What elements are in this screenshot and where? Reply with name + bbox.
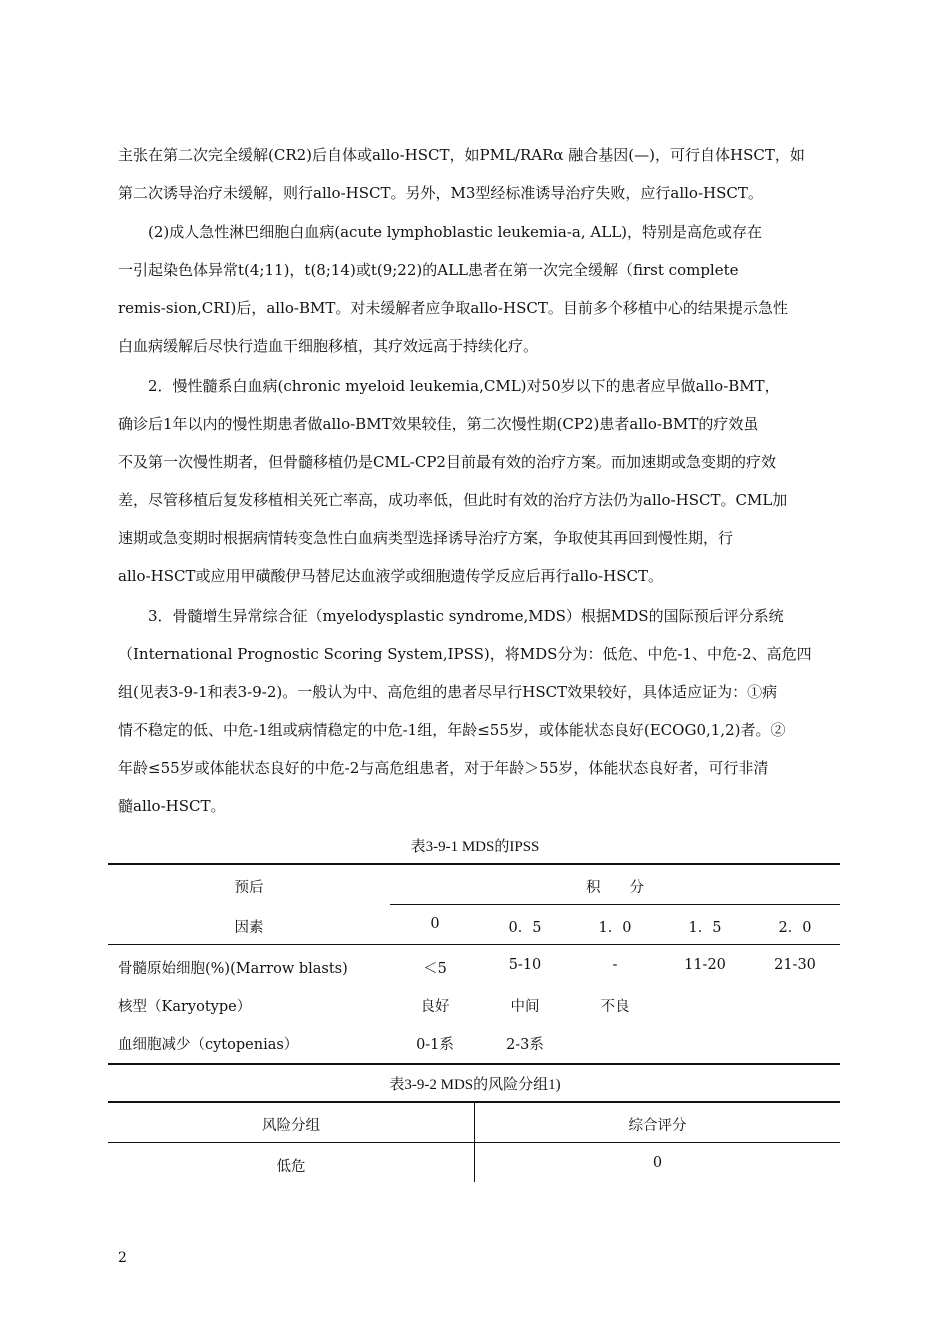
text-line: 主张在第二次完全缓解(CR2)后自体或allo-HSCT，如PML/RARα 融合基因(—)，可行自体HSCT，如 [118,146,805,164]
table-1-col-0: 0 [430,916,440,932]
text-line: 不及第一次慢性期者，但骨髓移植仍是CML-CP2目前最有效的治疗方案。而加速期或急变期的疗效 [118,453,776,471]
table-1-header-score: 积 分 [586,880,644,896]
text-line: （International Prognostic Scoring System,IPSS)，将MDS分为：低危、中危-1、中危-2、高危四 [118,645,812,663]
table-cell: 不良 [600,999,630,1015]
table-cell: 低危 [276,1159,306,1175]
table-cell: 21-30 [774,957,816,973]
text-line: 速期或急变期时根据病情转变急性白血病类型选择诱导治疗方案，争取使其再回到慢性期，行 [118,529,734,547]
table-row-label: 核型（Karyotype） [118,999,252,1015]
table-row-label: 骨髓原始细胞(%)(Marrow blasts) [118,961,348,977]
text-line: 2．慢性髓系白血病(chronic myeloid leukemia,CML)对50岁以下的患者应早做allo-BMT， [118,377,780,395]
text-line: 年龄≤55岁或体能状态良好的中危-2与高危组患者，对于年龄＞55岁，体能状态良好者，可行非清 [118,759,769,777]
table-cell: 11-20 [684,957,726,973]
text-line: remis-sion,CRI)后，allo-BMT。对未缓解者应争取allo-HSCT。目前多个移植中心的结果提示急性 [118,299,788,317]
table-1-col-1-5: 1．5 [688,920,722,936]
table-1-col-0-5: 0．5 [508,920,542,936]
table-1-score-rule [390,904,840,905]
text-line: 情不稳定的低、中危-1组或病情稳定的中危-1组，年龄≤55岁，或体能状态良好(ECOG0,1,2)者。② [118,721,786,739]
table-cell: - [612,957,618,973]
text-line: allo-HSCT或应用甲磺酸伊马替尼达血液学或细胞遗传学反应后再行allo-HSCT。 [118,567,663,585]
text-line: 一引起染色体异常t(4;11)，t(8;14)或t(9;22)的ALL患者在第一次完全缓解（first complete [118,261,739,279]
table-cell: ＜5 [423,961,447,977]
paragraph-1 [118,136,834,212]
text-line: 确诊后1年以内的慢性期患者做allo-BMT效果较佳，第二次慢性期(CP2)患者allo-BMT的疗效虽 [118,415,759,433]
table-2-header-rule [108,1142,840,1143]
table-2-header-risk-group: 风险分组 [262,1118,320,1134]
page-number: 2 [118,1250,127,1266]
paragraph-2 [118,213,834,365]
table-1-header-factor-bottom: 因素 [234,920,264,936]
table-1-caption: 表3-9-1 MDS的IPSS [410,839,540,855]
text-line: 3．骨髓增生异常综合征（myelodysplastic syndrome,MDS）根据MDS的国际预后评分系统 [118,607,784,625]
table-1-col-1-0: 1．0 [598,920,632,936]
text-line: 组(见表3-9-1和表3-9-2)。一般认为中、高危组的患者尽早行HSCT效果较好，具体适应证为：①病 [118,683,778,701]
table-1-bottom-rule [108,1063,840,1065]
text-line: (2)成人急性淋巴细胞白血病(acute lymphoblastic leukemia-a, ALL)，特别是高危或存在 [118,223,763,241]
text-line: 白血病缓解后尽快行造血干细胞移植，其疗效远高于持续化疗。 [118,337,539,355]
table-row-label: 血细胞减少（cytopenias） [118,1037,299,1053]
table-cell: 中间 [510,999,540,1015]
text-line: 差，尽管移植后复发移植相关死亡率高，成功率低，但此时有效的治疗方法仍为allo-HSCT。CML加 [118,491,788,509]
paragraph-4 [118,597,834,825]
table-2-caption: 表3-9-2 MDS的风险分组1) [389,1077,561,1093]
table-cell: 2-3系 [506,1037,544,1053]
table-1-col-2-0: 2．0 [778,920,812,936]
table-2-header-total-score: 综合评分 [628,1118,687,1134]
table-cell: 0 [652,1155,663,1171]
table-cell: 0-1系 [416,1037,454,1053]
table-cell: 良好 [420,999,450,1015]
table-1-header-factor-top: 预后 [234,880,264,896]
text-line: 髓allo-HSCT。 [118,797,226,815]
paragraph-3 [118,367,834,595]
text-line: 第二次诱导治疗未缓解，则行allo-HSCT。另外，M3型经标准诱导治疗失败，应行allo-HSCT。 [118,184,763,202]
table-1-header-rule [108,944,840,945]
table-cell: 5-10 [508,957,542,973]
table-1-top-rule [108,863,840,865]
